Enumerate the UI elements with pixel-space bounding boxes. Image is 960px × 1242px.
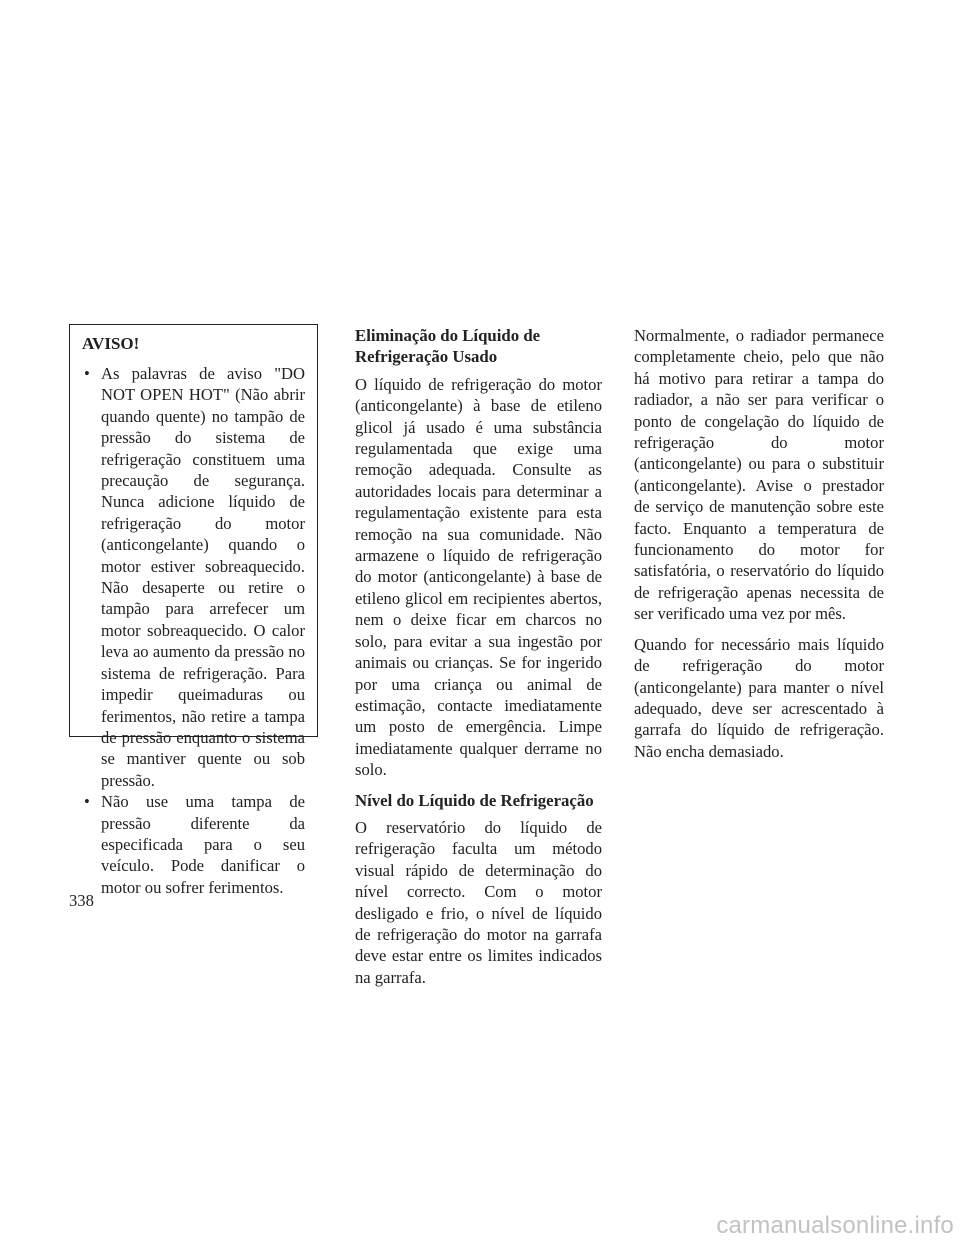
warning-bullet	[82, 791, 305, 898]
warning-bullet-text: As palavras de aviso "DO NOT OPEN HOT" (Não abrir quando quente) no tampão de pressão do sistema de refrigeração constituem uma precaução de segurança. Nunca adicione líquido de refrigeração do motor (anticongelante) quando o motor estiver sobreaquecido. Não desaperte ou retire o tampão para arrefecer um motor sobreaquecido. O calor leva ao aumento da pressão no sistema de refrigeração. Para impedir queimaduras ou ferimentos, não retire a tampa de pressão enquanto o sistema se mantiver quente ou sob pressão.	[101, 364, 305, 790]
bullet-icon: •	[84, 364, 90, 383]
warning-bullet	[82, 363, 305, 791]
right-column	[634, 325, 884, 771]
warning-title: AVISO!	[82, 334, 140, 353]
page-number: 338	[69, 891, 94, 910]
section-heading-disposal: Eliminação do Líquido de Refrigeração Usado	[355, 326, 541, 367]
section-paragraph-level: O reservatório do líquido de refrigeração faculta um método visual rápido de determinação do nível correcto. Com o motor desligado e frio, o nível de líquido de refrigeração do motor na garrafa deve estar entre os limites indicados na garrafa.	[355, 817, 602, 987]
section-paragraph-disposal: O líquido de refrigeração do motor (anticongelante) à base de etileno glicol já usado é uma substância regulamentada que exige uma remoção adequada. Consulte as autoridades locais para determinar a regulamentação existente para esta remoção na sua comunidade. Não armazene o líquido de refrigeração do motor (anticongelante) à base de etileno glicol em recipientes abertos, nem o deixe ficar em charcos no solo, para evitar a sua ingestão por animais ou crianças. Se for ingerido por uma criança ou animal de estimação, contacte imediatamente um posto de emergência. Limpe imediatamente qualquer derrame no solo.	[355, 374, 602, 780]
paragraph-radiator: Normalmente, o radiador permanece completamente cheio, pelo que não há motivo para retirar a tampa do radiador, a não ser para verificar o ponto de congelação do líquido de refrigeração do motor (anticongelante) ou para o substituir (anticongelante). Avise o prestador de serviço de manutenção sobre este facto. Enquanto a temperatura de funcionamento do motor for satisfatória, o reservatório do líquido de refrigeração apenas necessita de ser verificado uma vez por mês.	[634, 326, 884, 624]
watermark: carmanualsonline.info	[716, 1212, 954, 1239]
bullet-icon: •	[84, 792, 90, 812]
section-heading-level: Nível do Líquido de Refrigeração	[355, 790, 594, 810]
paragraph-topup: Quando for necessário mais líquido de refrigeração do motor (anticongelante) para manter o nível adequado, deve ser acrescentado à garrafa do líquido de refrigeração. Não encha demasiado.	[634, 634, 884, 761]
middle-column	[355, 325, 602, 997]
warning-box	[69, 324, 318, 897]
warning-bullet-text: Não use uma tampa de pressão diferente da especificada para o seu veículo. Pode danificar o motor ou sofrer ferimentos.	[101, 792, 305, 897]
